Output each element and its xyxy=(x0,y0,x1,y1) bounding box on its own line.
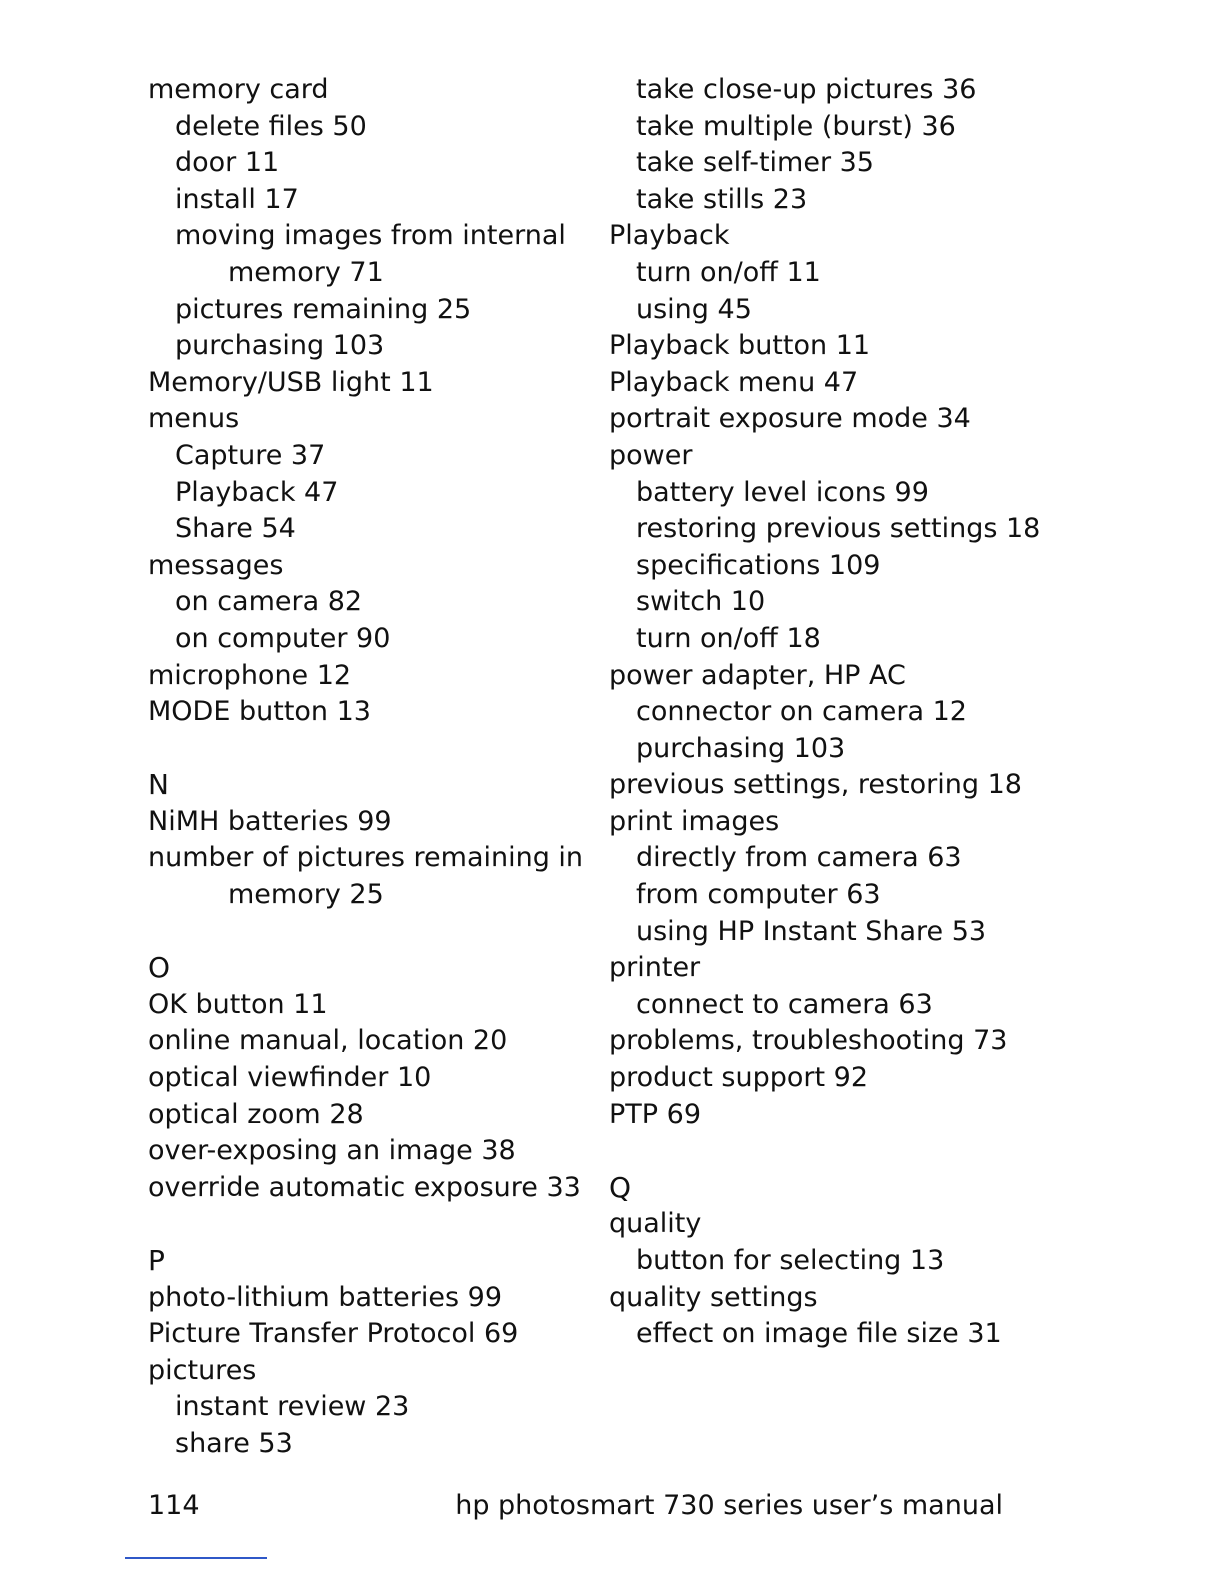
index-entry: online manual, location 20 xyxy=(148,1025,508,1057)
index-entry: Memory/USB light 11 xyxy=(148,366,434,398)
index-subentry: install 17 xyxy=(175,183,299,215)
index-subentry: door 11 xyxy=(175,147,280,179)
index-subentry: purchasing 103 xyxy=(636,732,846,764)
section-letter: P xyxy=(148,1244,165,1277)
index-entry: optical zoom 28 xyxy=(148,1098,364,1130)
index-entry: power xyxy=(609,439,693,471)
index-subentry: pictures remaining 25 xyxy=(175,293,472,325)
index-entry: optical viewfinder 10 xyxy=(148,1062,432,1094)
index-subentry: restoring previous settings 18 xyxy=(636,513,1041,545)
index-subentry: Playback 47 xyxy=(175,476,339,508)
index-subentry: delete files 50 xyxy=(175,110,367,142)
index-entry: microphone 12 xyxy=(148,659,352,691)
index-subentry: take self-timer 35 xyxy=(636,147,874,179)
index-entry: MODE button 13 xyxy=(148,696,371,728)
section-spacer xyxy=(148,731,588,768)
index-entry: Playback xyxy=(609,220,730,252)
index-entry: previous settings, restoring 18 xyxy=(609,769,1022,801)
index-entry: Picture Transfer Protocol 69 xyxy=(148,1318,519,1350)
index-entry: print images xyxy=(609,805,780,837)
index-subentry: turn on/off 11 xyxy=(636,256,821,288)
index-entry: power adapter, HP AC xyxy=(609,659,906,691)
index-subentry: memory 71 xyxy=(228,256,384,288)
index-entry: pictures xyxy=(148,1354,257,1386)
index-subentry: purchasing 103 xyxy=(175,330,385,362)
index-entry: quality xyxy=(609,1208,702,1240)
index-subentry: Capture 37 xyxy=(175,439,326,471)
index-subentry: using HP Instant Share 53 xyxy=(636,915,987,947)
index-entry: memory card xyxy=(148,74,329,105)
manual-title: hp photosmart 730 series user’s manual xyxy=(455,1490,1003,1521)
index-entry: quality settings xyxy=(609,1281,818,1313)
index-entry: Playback button 11 xyxy=(609,330,871,362)
index-entry: Playback menu 47 xyxy=(609,366,859,398)
index-entry: OK button 11 xyxy=(148,988,328,1020)
index-entry: product support 92 xyxy=(609,1062,869,1094)
section-spacer xyxy=(148,1206,588,1243)
index-subentry: take multiple (burst) 36 xyxy=(636,110,956,142)
index-subentry: connector on camera 12 xyxy=(636,696,967,728)
section-letter: O xyxy=(148,951,171,985)
index-entry: over-exposing an image 38 xyxy=(148,1135,516,1167)
index-subentry: on computer 90 xyxy=(175,622,391,654)
index-entry: menus xyxy=(148,403,240,435)
index-subentry: using 45 xyxy=(636,293,752,325)
section-letter: N xyxy=(148,768,169,802)
index-subentry: switch 10 xyxy=(636,586,766,618)
index-subentry: directly from camera 63 xyxy=(636,842,962,874)
section-spacer xyxy=(609,1133,1049,1170)
index-subentry: share 53 xyxy=(175,1427,293,1459)
index-subentry: moving images from internal xyxy=(175,220,566,252)
index-entry: photo-lithium batteries 99 xyxy=(148,1281,503,1313)
index-entry: NiMH batteries 99 xyxy=(148,805,392,837)
index-subentry: connect to camera 63 xyxy=(636,988,933,1020)
section-spacer xyxy=(148,914,588,951)
index-entry: number of pictures remaining in xyxy=(148,842,584,874)
index-entry: problems, troubleshooting 73 xyxy=(609,1025,1008,1057)
index-subentry: from computer 63 xyxy=(636,879,881,911)
page-number: 114 xyxy=(148,1490,200,1521)
index-subentry: battery level icons 99 xyxy=(636,476,929,508)
index-column-left xyxy=(148,72,588,1463)
index-subentry: take close-up pictures 36 xyxy=(636,74,977,105)
index-subentry: Share 54 xyxy=(175,513,296,545)
index-subentry: turn on/off 18 xyxy=(636,622,821,654)
index-subentry: on camera 82 xyxy=(175,586,363,618)
index-subentry: memory 25 xyxy=(228,879,384,911)
index-subentry: instant review 23 xyxy=(175,1391,410,1423)
index-entry: PTP 69 xyxy=(609,1098,701,1130)
index-entry: messages xyxy=(148,549,284,581)
index-entry: override automatic exposure 33 xyxy=(148,1171,581,1203)
bottom-rule xyxy=(125,1557,267,1559)
index-entry: portrait exposure mode 34 xyxy=(609,403,971,435)
index-subentry: take stills 23 xyxy=(636,183,808,215)
index-subentry: effect on image file size 31 xyxy=(636,1318,1002,1350)
index-entry: printer xyxy=(609,952,701,984)
index-column-right xyxy=(609,72,1049,1353)
index-subentry: specifications 109 xyxy=(636,549,881,581)
section-letter: Q xyxy=(609,1170,632,1204)
index-subentry: button for selecting 13 xyxy=(636,1245,945,1276)
